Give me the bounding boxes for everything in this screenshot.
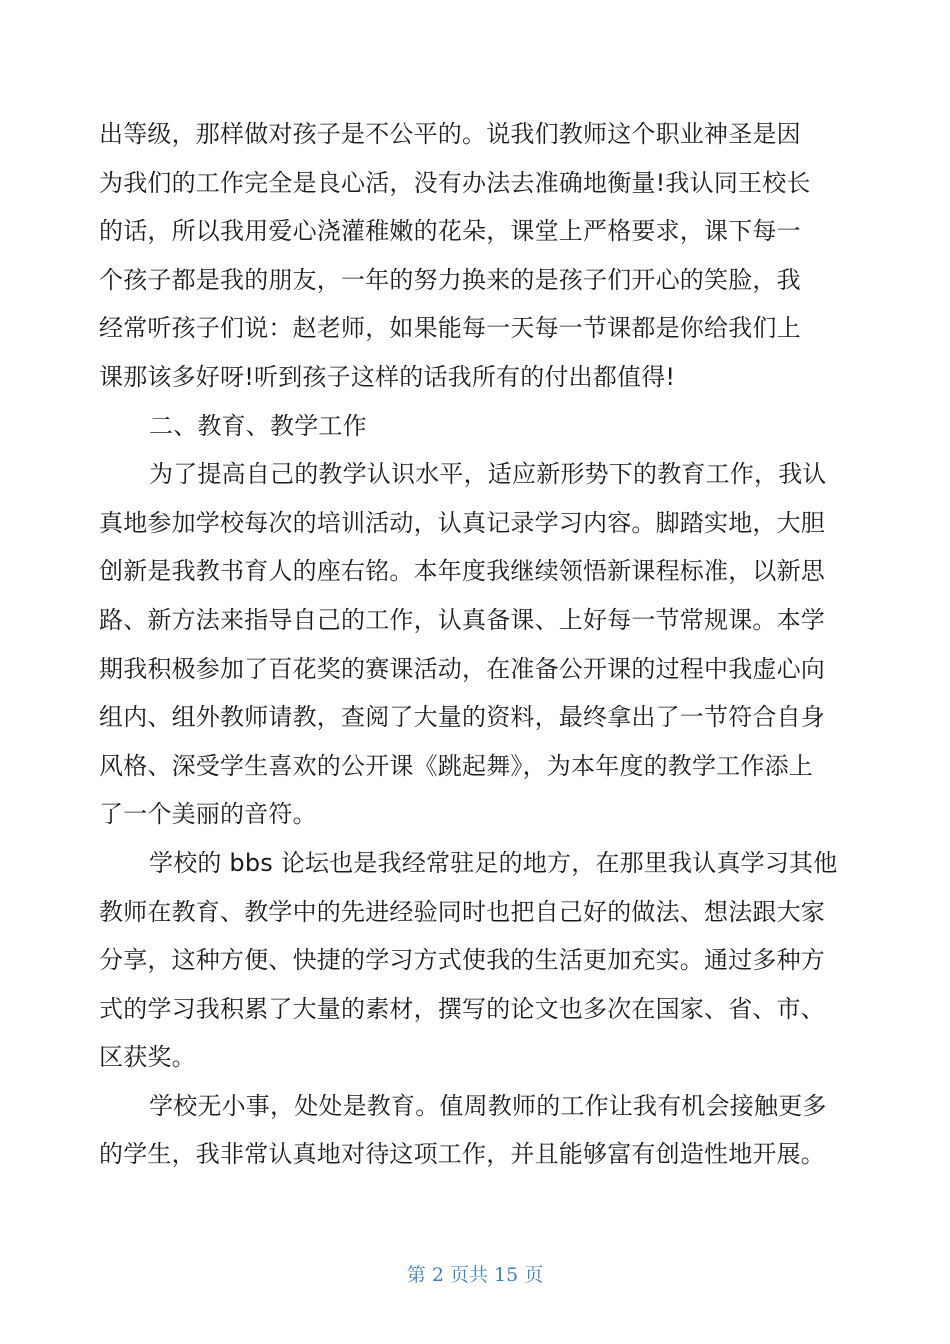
text-line: 期我积极参加了百花奖的赛课活动，在准备公开课的过程中我虚心向 (99, 654, 825, 683)
text-line: 为我们的工作完全是良心活，没有办法去准确地衡量!我认同王校长 (99, 168, 811, 197)
text-line: 教师在教育、教学中的先进经验同时也把自己好的做法、想法跟大家 (99, 897, 825, 926)
text-line: 经常听孩子们说：赵老师，如果能每一天每一节课都是你给我们上 (99, 314, 801, 343)
text-line: 创新是我教书育人的座右铭。本年度我继续领悟新课程标准，以新思 (99, 557, 825, 586)
text-line: 分享，这种方便、快捷的学习方式使我的生活更加充实。通过多种方 (99, 946, 825, 975)
text-line: 出等级，那样做对孩子是不公平的。说我们教师这个职业神圣是因 (99, 120, 801, 148)
text-line: 组内、组外教师请教，查阅了大量的资料，最终拿出了一节符合自身 (99, 703, 825, 732)
text-line: 路、新方法来指导自己的工作，认真备课、上好每一节常规课。本学 (99, 605, 825, 634)
text-line: 的话，所以我用爱心浇灌稚嫩的花朵，课堂上严格要求，课下每一 (99, 217, 801, 246)
document-body (99, 110, 859, 1179)
text-line: 真地参加学校每次的培训活动，认真记录学习内容。脚踏实地，大胆 (99, 508, 825, 537)
text-line: 了一个美丽的音符。 (99, 800, 317, 829)
text-line: 区获奖。 (99, 1043, 196, 1072)
text-line: 风格、深受学生喜欢的公开课《跳起舞》，为本年度的教学工作添上 (99, 751, 813, 780)
text-line: 式的学习我积累了大量的素材，撰写的论文也多次在国家、省、市、 (99, 994, 825, 1023)
page-number-footer: 第 2 页共 15 页 (406, 1264, 544, 1286)
text-line: 的学生，我非常认真地对待这项工作，并且能够富有创造性地开展。 (99, 1140, 825, 1169)
text-line: 学校无小事，处处是教育。值周教师的工作让我有机会接触更多 (149, 1091, 827, 1120)
section-heading: 二、教育、教学工作 (149, 411, 367, 440)
text-line: 为了提高自己的教学认识水平，适应新形势下的教育工作，我认 (149, 460, 827, 489)
text-line: 个孩子都是我的朋友，一年的努力换来的是孩子们开心的笑脸，我 (99, 265, 801, 294)
text-line: 学校的 bbs 论坛也是我经常驻足的地方，在那里我认真学习其他 (149, 848, 838, 877)
text-line: 课那该多好呀!听到孩子这样的话我所有的付出都值得! (99, 362, 676, 391)
